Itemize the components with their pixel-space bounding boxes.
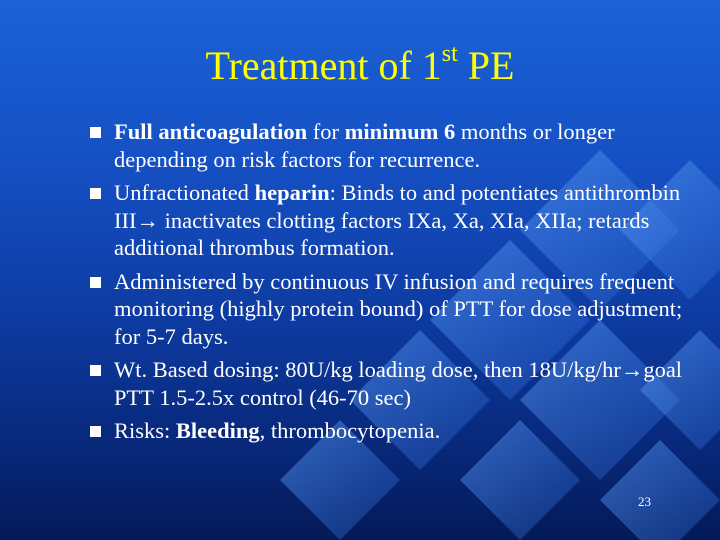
bullet-text: : Binds to and potentiates antithrombin III→ inactivates clotting factors IXa, Xa, XIa, XIIa; retards additional thrombus formation. xyxy=(114,180,681,260)
bullet-item xyxy=(90,118,702,173)
bullet-bold-text: heparin xyxy=(254,180,330,205)
bullet-bold-text: minimum 6 xyxy=(344,119,456,144)
bullet-square-icon xyxy=(90,426,101,437)
bullet-text: Unfractionated xyxy=(114,180,255,205)
bullet-text: , thrombocytopenia. xyxy=(259,418,441,443)
bullet-text: Risks: xyxy=(114,418,176,443)
title-main: Treatment of 1 xyxy=(205,43,442,88)
slide-title xyxy=(0,42,720,90)
bullet-square-icon xyxy=(90,277,101,288)
title-superscript: st xyxy=(441,40,458,67)
bullet-bold-text: Bleeding xyxy=(175,418,260,443)
page-number: 23 xyxy=(638,494,651,509)
bullet-item xyxy=(90,268,702,351)
bullet-item xyxy=(90,179,702,262)
bullet-item xyxy=(90,417,702,445)
bullet-square-icon xyxy=(90,365,101,376)
bullet-list xyxy=(90,118,702,451)
bullet-text: months or longer depending on risk factors for recurrence. xyxy=(114,119,615,172)
bullet-square-icon xyxy=(90,188,101,199)
bullet-text: Administered by continuous IV infusion and requires frequent monitoring (highly protein bound) of PTT for dose adjustment; for 5-7 days. xyxy=(114,268,683,349)
title-end: PE xyxy=(457,43,515,88)
bullet-item xyxy=(90,356,702,411)
bullet-text: for xyxy=(307,119,345,144)
bullet-square-icon xyxy=(90,127,101,138)
bullet-text: Wt. Based dosing: 80U/kg loading dose, then 18U/kg/hr→goal PTT 1.5-2.5x control (46-70 sec) xyxy=(114,357,683,410)
bullet-bold-text: Full anticoagulation xyxy=(114,119,308,144)
